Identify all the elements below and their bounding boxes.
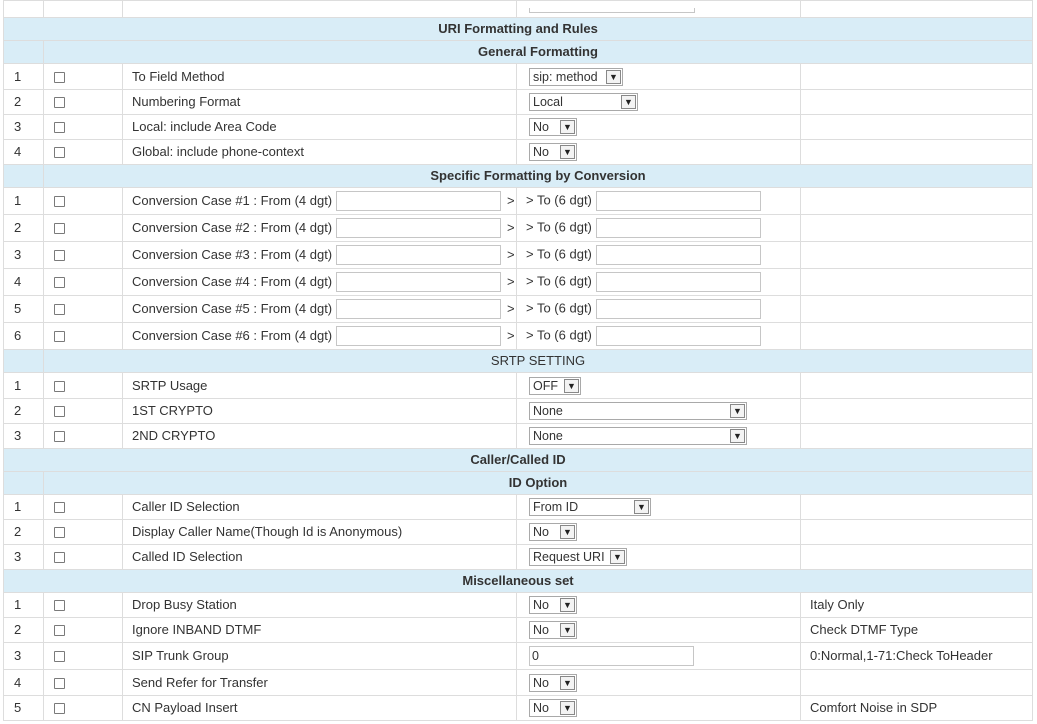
- table-row: 1 To Field Method sip: method ▼: [4, 64, 1033, 90]
- setting-label: Drop Busy Station: [123, 593, 517, 618]
- conversion-to-input[interactable]: [596, 299, 761, 319]
- table-row: 4 Global: include phone-context No ▼: [4, 140, 1033, 165]
- table-row: 4 Send Refer for Transfer No ▼: [4, 670, 1033, 696]
- chevron-down-icon: ▼: [560, 145, 575, 159]
- display-caller-name-select[interactable]: No ▼: [529, 523, 577, 541]
- ignore-inband-dtmf-select[interactable]: No ▼: [529, 621, 577, 639]
- chevron-down-icon: ▼: [560, 623, 575, 637]
- row-checkbox[interactable]: [54, 678, 65, 689]
- row-checkbox[interactable]: [54, 406, 65, 417]
- table-row: 3 Conversion Case #3 : From (4 dgt) > > To (6 dgt): [4, 242, 1033, 269]
- table-row: 5 CN Payload Insert No ▼ Comfort Noise in SDP: [4, 696, 1033, 721]
- table-row: 2 Conversion Case #2 : From (4 dgt) > > To (6 dgt): [4, 215, 1033, 242]
- setting-label: Numbering Format: [123, 90, 517, 115]
- table-row: 2 Numbering Format Local ▼: [4, 90, 1033, 115]
- setting-label: Global: include phone-context: [123, 140, 517, 165]
- conversion-to-label: > To (6 dgt): [526, 246, 592, 262]
- section-miscellaneous-set: Miscellaneous set: [4, 570, 1033, 593]
- chevron-down-icon: ▼: [610, 550, 625, 564]
- section-id-option: ID Option: [4, 472, 1033, 495]
- conversion-from-input[interactable]: [336, 326, 501, 346]
- sip-trunk-group-input[interactable]: 0: [529, 646, 694, 666]
- chevron-down-icon: ▼: [621, 95, 636, 109]
- table-row: 1 Caller ID Selection From ID ▼: [4, 495, 1033, 520]
- conversion-from-input[interactable]: [336, 191, 501, 211]
- row-checkbox[interactable]: [54, 147, 65, 158]
- chevron-down-icon: ▼: [730, 404, 745, 418]
- table-row: 5 Conversion Case #5 : From (4 dgt) > > To (6 dgt): [4, 296, 1033, 323]
- chevron-down-icon: ▼: [560, 598, 575, 612]
- setting-label: Local: include Area Code: [123, 115, 517, 140]
- section-srtp-setting: SRTP SETTING: [4, 350, 1033, 373]
- setting-label: Conversion Case #6 : From (4 dgt): [132, 328, 333, 343]
- table-row: 1 Drop Busy Station No ▼ Italy Only: [4, 593, 1033, 618]
- row-checkbox[interactable]: [54, 97, 65, 108]
- setting-label: Conversion Case #2 : From (4 dgt): [132, 220, 333, 235]
- chevron-down-icon: ▼: [560, 701, 575, 715]
- first-crypto-select[interactable]: None ▼: [529, 402, 747, 420]
- row-checkbox[interactable]: [54, 502, 65, 513]
- top-input-stub: [529, 8, 695, 13]
- row-checkbox[interactable]: [54, 304, 65, 315]
- table-row: 6 Conversion Case #6 : From (4 dgt) > > To (6 dgt): [4, 323, 1033, 350]
- table-row: 1 Conversion Case #1 : From (4 dgt) > > To (6 dgt): [4, 188, 1033, 215]
- section-specific-formatting: Specific Formatting by Conversion: [4, 165, 1033, 188]
- setting-note: 0:Normal,1-71:Check ToHeader: [801, 643, 1033, 670]
- caller-id-selection-select[interactable]: From ID ▼: [529, 498, 651, 516]
- drop-busy-station-select[interactable]: No ▼: [529, 596, 577, 614]
- setting-label: 2ND CRYPTO: [123, 424, 517, 449]
- setting-label: Called ID Selection: [123, 545, 517, 570]
- conversion-to-input[interactable]: [596, 218, 761, 238]
- chevron-down-icon: ▼: [564, 379, 579, 393]
- section-general-formatting: General Formatting: [4, 41, 1033, 64]
- setting-label: CN Payload Insert: [123, 696, 517, 721]
- to-field-method-select[interactable]: sip: method ▼: [529, 68, 623, 86]
- called-id-selection-select[interactable]: Request URI ▼: [529, 548, 627, 566]
- conversion-to-input[interactable]: [596, 191, 761, 211]
- row-checkbox[interactable]: [54, 431, 65, 442]
- srtp-usage-select[interactable]: OFF ▼: [529, 377, 581, 395]
- setting-note: [801, 670, 1033, 696]
- row-checkbox[interactable]: [54, 527, 65, 538]
- conversion-to-input[interactable]: [596, 245, 761, 265]
- row-checkbox[interactable]: [54, 196, 65, 207]
- row-checkbox[interactable]: [54, 72, 65, 83]
- setting-label: SRTP Usage: [123, 373, 517, 399]
- table-row: 4 Conversion Case #4 : From (4 dgt) > > To (6 dgt): [4, 269, 1033, 296]
- chevron-down-icon: ▼: [560, 676, 575, 690]
- setting-label: Send Refer for Transfer: [123, 670, 517, 696]
- chevron-down-icon: ▼: [606, 70, 621, 84]
- table-row: 3 Local: include Area Code No ▼: [4, 115, 1033, 140]
- row-checkbox[interactable]: [54, 703, 65, 714]
- setting-label: SIP Trunk Group: [123, 643, 517, 670]
- numbering-format-select[interactable]: Local ▼: [529, 93, 638, 111]
- conversion-from-input[interactable]: [336, 272, 501, 292]
- send-refer-transfer-select[interactable]: No ▼: [529, 674, 577, 692]
- row-checkbox[interactable]: [54, 223, 65, 234]
- row-checkbox[interactable]: [54, 600, 65, 611]
- top-stub-row: [4, 1, 1033, 18]
- conversion-to-label: > To (6 dgt): [526, 300, 592, 316]
- conversion-from-input[interactable]: [336, 299, 501, 319]
- row-checkbox[interactable]: [54, 277, 65, 288]
- local-area-code-select[interactable]: No ▼: [529, 118, 577, 136]
- row-checkbox[interactable]: [54, 651, 65, 662]
- row-checkbox[interactable]: [54, 122, 65, 133]
- conversion-to-label: > To (6 dgt): [526, 273, 592, 289]
- row-checkbox[interactable]: [54, 625, 65, 636]
- table-row: 3 2ND CRYPTO None ▼: [4, 424, 1033, 449]
- chevron-down-icon: ▼: [634, 500, 649, 514]
- conversion-from-input[interactable]: [336, 245, 501, 265]
- setting-label: Conversion Case #4 : From (4 dgt): [132, 274, 333, 289]
- conversion-to-input[interactable]: [596, 326, 761, 346]
- chevron-down-icon: ▼: [730, 429, 745, 443]
- setting-label: Caller ID Selection: [123, 495, 517, 520]
- table-row: 2 Ignore INBAND DTMF No ▼ Check DTMF Type: [4, 618, 1033, 643]
- chevron-down-icon: ▼: [560, 525, 575, 539]
- table-row: 2 Display Caller Name(Though Id is Anonymous) No ▼: [4, 520, 1033, 545]
- setting-note: Comfort Noise in SDP: [801, 696, 1033, 721]
- conversion-from-input[interactable]: [336, 218, 501, 238]
- conversion-to-label: > To (6 dgt): [526, 219, 592, 235]
- row-checkbox[interactable]: [54, 250, 65, 261]
- setting-label: Display Caller Name(Though Id is Anonymous): [123, 520, 517, 545]
- cn-payload-insert-select[interactable]: No ▼: [529, 699, 577, 717]
- table-row: 1 SRTP Usage OFF ▼: [4, 373, 1033, 399]
- section-caller-called-id: Caller/Called ID: [4, 449, 1033, 472]
- setting-label: 1ST CRYPTO: [123, 399, 517, 424]
- table-row: 3 SIP Trunk Group 0 0:Normal,1-71:Check ToHeader: [4, 643, 1033, 670]
- setting-note: Italy Only: [801, 593, 1033, 618]
- setting-note: Check DTMF Type: [801, 618, 1033, 643]
- row-checkbox[interactable]: [54, 552, 65, 563]
- table-row: 3 Called ID Selection Request URI ▼: [4, 545, 1033, 570]
- row-checkbox[interactable]: [54, 381, 65, 392]
- section-uri-formatting: URI Formatting and Rules: [4, 18, 1033, 41]
- setting-label: Ignore INBAND DTMF: [123, 618, 517, 643]
- table-row: 2 1ST CRYPTO None ▼: [4, 399, 1033, 424]
- conversion-to-label: > To (6 dgt): [526, 192, 592, 208]
- setting-label: Conversion Case #1 : From (4 dgt): [132, 193, 333, 208]
- chevron-down-icon: ▼: [560, 120, 575, 134]
- setting-label: Conversion Case #3 : From (4 dgt): [132, 247, 333, 262]
- conversion-to-input[interactable]: [596, 272, 761, 292]
- global-phone-context-select[interactable]: No ▼: [529, 143, 577, 161]
- conversion-to-label: > To (6 dgt): [526, 327, 592, 343]
- setting-label: To Field Method: [123, 64, 517, 90]
- second-crypto-select[interactable]: None ▼: [529, 427, 747, 445]
- settings-table: [3, 0, 1033, 721]
- setting-label: Conversion Case #5 : From (4 dgt): [132, 301, 333, 316]
- row-checkbox[interactable]: [54, 331, 65, 342]
